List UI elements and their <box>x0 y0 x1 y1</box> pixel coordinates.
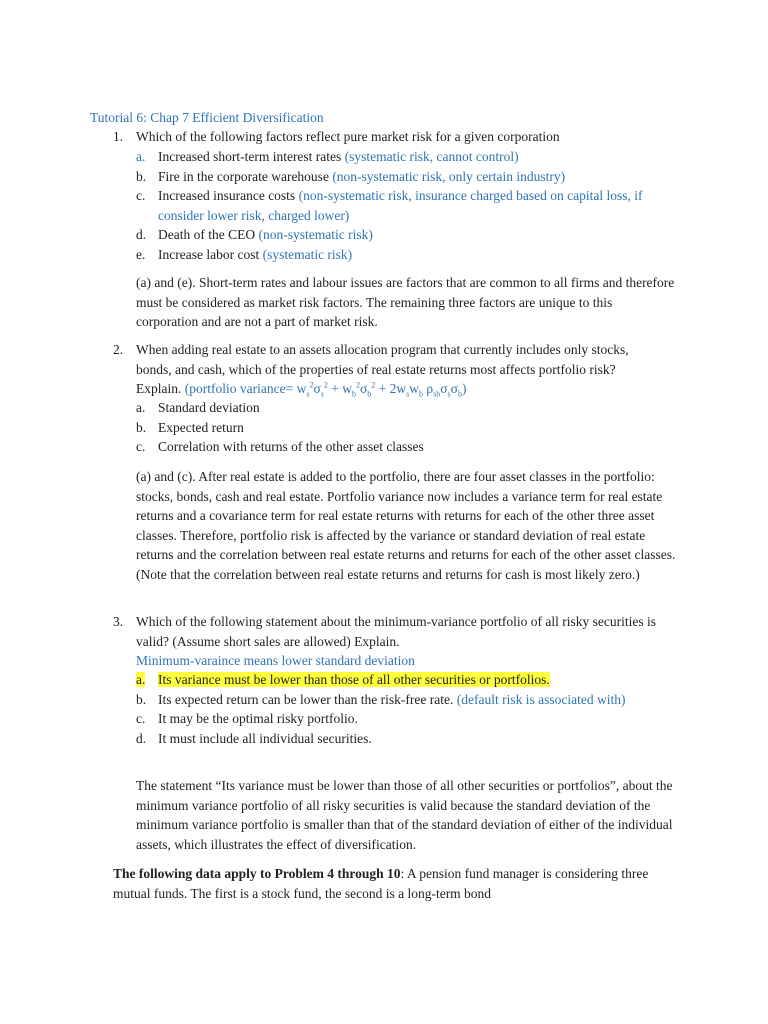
option-text: Standard deviation <box>158 400 260 415</box>
option-note: (systematic risk, cannot control) <box>344 149 519 164</box>
option-note: (non-systematic risk, only certain industry) <box>332 168 566 184</box>
option-d <box>0 225 768 245</box>
option-text: Death of the CEO <box>158 227 259 242</box>
question-text: Which of the following statement about the minimum-variance portfolio of all risky securities is valid? (Assume short sales are allowed) Explain. <box>136 614 656 649</box>
option-label: a. <box>136 149 146 164</box>
option-note: (default risk is associated with) <box>456 691 626 707</box>
question-text: Which of the following factors reflect pure market risk for a given corporation <box>136 129 560 144</box>
option-note: (non-systematic risk) <box>258 227 373 242</box>
option-text: Increase labor cost <box>158 246 263 262</box>
option-a <box>0 670 768 690</box>
question-number: 3. <box>113 614 124 629</box>
option-text: It may be the optimal risky portfolio. <box>158 711 358 726</box>
option-label: e. <box>136 246 146 262</box>
question-1-options <box>0 147 768 264</box>
problem-data-intro <box>113 864 658 903</box>
question-number: 1. <box>113 129 124 144</box>
option-b <box>0 167 768 187</box>
option-c <box>0 709 768 729</box>
option-text: Its expected return can be lower than the risk-free rate. <box>158 691 457 707</box>
option-b <box>0 690 768 710</box>
option-label: d. <box>136 730 147 746</box>
option-a <box>0 147 768 167</box>
option-b <box>0 418 768 438</box>
option-text: Increased insurance costs <box>158 188 299 203</box>
option-label: c. <box>136 188 146 203</box>
question-text <box>136 340 656 399</box>
option-label: b. <box>136 168 147 184</box>
option-label: b. <box>136 419 147 435</box>
question-text-body: When adding real estate to an assets allocation program that currently includes only stocks, bonds, and cash, which of the properties of real estate returns most affects portfolio risk? Explain. <box>136 342 629 396</box>
option-label: d. <box>136 227 147 242</box>
page-title: Tutorial 6: Chap 7 Efficient Diversification <box>90 110 324 125</box>
question-3-options <box>0 670 768 748</box>
option-label: b. <box>136 691 147 707</box>
problem-data-text: : A pension fund manager is considering three mutual funds. The first is a stock fund, the second is a long-term bond <box>113 866 649 901</box>
option-d <box>0 729 768 749</box>
option-label: a. <box>136 672 146 687</box>
portfolio-variance-formula: (portfolio variance= $w_s^2\sigma_s^2 + w_b^2\sigma_b^2 + 2w_sw_b$ $\rho_{sb}\sigma_s\sigma_b$) <box>184 380 467 399</box>
question-2-answer: (a) and (c). After real estate is added to the portfolio, there are four asset classes in the portfolio: stocks, bonds, cash and real estate. Portfolio variance now includes a variance term for real estate returns and a covariance term for real estate returns with returns for each of the other three asset classes. Therefore, portfolio risk is affected by the variance or standard deviation of real estate returns and the correlation between real estate returns and returns for each of the other asset classes. (Note that the correlation between real estate returns and returns for cash is most likely zero.) <box>136 469 676 582</box>
option-c <box>0 437 768 457</box>
option-text: Correlation with returns of the other asset classes <box>158 439 424 454</box>
option-text: Fire in the corporate warehouse <box>158 168 333 184</box>
option-text: Expected return <box>158 419 244 435</box>
option-note: (non-systematic risk, insurance charged based on capital loss, if consider lower risk, charged lower) <box>158 188 643 223</box>
option-label: c. <box>136 711 146 726</box>
option-label: a. <box>136 400 146 415</box>
option-label: c. <box>136 439 146 454</box>
option-a <box>0 398 768 418</box>
option-e <box>0 245 768 265</box>
problem-data-heading: The following data apply to Problem 4 through 10 <box>113 866 401 881</box>
question-3-answer: The statement “Its variance must be lower than those of all other securities or portfolios”, about the minimum variance portfolio of all risky securities is valid because the standard deviation of the minimum variance portfolio is smaller than that of the standard deviation of either of the individual assets, which illustrates the effect of diversification. <box>136 778 673 852</box>
option-c <box>0 186 768 225</box>
option-text: It must include all individual securities. <box>158 730 372 746</box>
question-3-note: Minimum-varaince means lower standard deviation <box>136 653 415 668</box>
option-note: (systematic risk) <box>262 246 353 262</box>
option-text: Increased short-term interest rates <box>158 149 345 164</box>
option-text-highlighted: Its variance must be lower than those of all other securities or portfolios. <box>158 672 550 687</box>
question-number: 2. <box>113 342 124 357</box>
question-1-answer: (a) and (e). Short-term rates and labour issues are factors that are common to all firms and therefore must be considered as market risk factors. The remaining three factors are unique to this corporation and are not a part of market risk. <box>136 275 675 329</box>
question-2-options <box>0 398 768 457</box>
